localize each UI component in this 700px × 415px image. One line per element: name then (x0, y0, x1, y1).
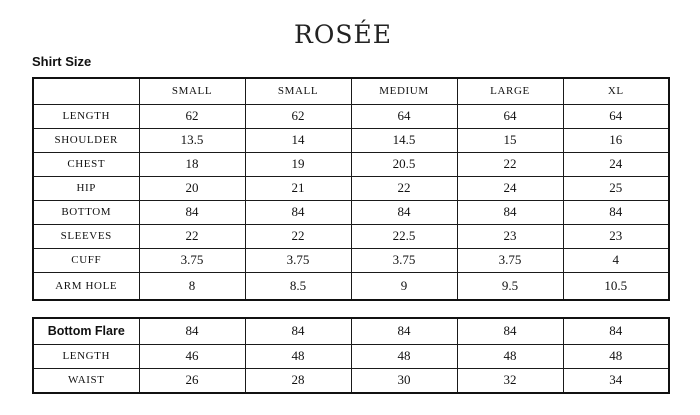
measurement-value: 84 (139, 318, 245, 344)
size-header-cell: XL (563, 78, 669, 104)
measurement-label: CUFF (33, 248, 139, 272)
measurement-value: 84 (457, 318, 563, 344)
measurement-value: 32 (457, 368, 563, 393)
measurement-value: 84 (139, 200, 245, 224)
measurement-value: 13.5 (139, 128, 245, 152)
measurement-label: SHOULDER (33, 128, 139, 152)
measurement-value: 46 (139, 344, 245, 368)
measurement-value: 84 (457, 200, 563, 224)
brand-logo: ROSÉE (294, 20, 392, 49)
measurement-value: 23 (563, 224, 669, 248)
measurement-value: 19 (245, 152, 351, 176)
section-title: Shirt Size (32, 54, 92, 69)
header-corner-cell (33, 78, 139, 104)
measurement-value: 20 (139, 176, 245, 200)
measurement-value: 3.75 (139, 248, 245, 272)
measurement-value: 8.5 (245, 272, 351, 300)
table-row (33, 344, 669, 368)
measurement-value: 24 (563, 152, 669, 176)
size-header-cell: MEDIUM (351, 78, 457, 104)
measurement-value: 64 (563, 104, 669, 128)
measurement-label: BOTTOM (33, 200, 139, 224)
measurement-value: 64 (457, 104, 563, 128)
measurement-value: 62 (139, 104, 245, 128)
measurement-value: 16 (563, 128, 669, 152)
measurement-value: 8 (139, 272, 245, 300)
size-header-cell: SMALL (245, 78, 351, 104)
measurement-label: WAIST (33, 368, 139, 393)
table-row (33, 152, 669, 176)
measurement-value: 48 (563, 344, 669, 368)
measurement-value: 26 (139, 368, 245, 393)
table-row (33, 128, 669, 152)
measurement-label: LENGTH (33, 104, 139, 128)
measurement-label: HIP (33, 176, 139, 200)
measurement-value: 84 (351, 200, 457, 224)
measurement-value: 84 (563, 318, 669, 344)
measurement-label: LENGTH (33, 344, 139, 368)
measurement-value: 48 (457, 344, 563, 368)
measurement-value: 84 (563, 200, 669, 224)
measurement-value: 22 (351, 176, 457, 200)
table-row (33, 318, 669, 344)
measurement-value: 22 (245, 224, 351, 248)
measurement-value: 84 (351, 318, 457, 344)
measurement-value: 28 (245, 368, 351, 393)
table-row (33, 104, 669, 128)
measurement-value: 84 (245, 318, 351, 344)
bottom-flare-table (32, 317, 670, 394)
size-header-cell: LARGE (457, 78, 563, 104)
shirt-size-table (32, 77, 670, 301)
measurement-value: 48 (245, 344, 351, 368)
table-header-row (33, 78, 669, 104)
measurement-value: 14.5 (351, 128, 457, 152)
measurement-value: 62 (245, 104, 351, 128)
measurement-value: 14 (245, 128, 351, 152)
measurement-value: 30 (351, 368, 457, 393)
measurement-value: 3.75 (351, 248, 457, 272)
measurement-value: 9.5 (457, 272, 563, 300)
measurement-value: 23 (457, 224, 563, 248)
measurement-label: CHEST (33, 152, 139, 176)
measurement-value: 15 (457, 128, 563, 152)
table-row (33, 176, 669, 200)
measurement-value: 22 (139, 224, 245, 248)
measurement-value: 4 (563, 248, 669, 272)
table-row (33, 248, 669, 272)
measurement-value: 18 (139, 152, 245, 176)
table-row (33, 272, 669, 300)
measurement-value: 25 (563, 176, 669, 200)
measurement-value: 24 (457, 176, 563, 200)
measurement-value: 22 (457, 152, 563, 176)
measurement-value: 3.75 (245, 248, 351, 272)
measurement-label: Bottom Flare (33, 318, 139, 344)
table-row (33, 368, 669, 393)
size-header-cell: SMALL (139, 78, 245, 104)
measurement-value: 22.5 (351, 224, 457, 248)
measurement-value: 3.75 (457, 248, 563, 272)
measurement-label: SLEEVES (33, 224, 139, 248)
measurement-value: 84 (245, 200, 351, 224)
measurement-label: ARM HOLE (33, 272, 139, 300)
table-row (33, 200, 669, 224)
measurement-value: 10.5 (563, 272, 669, 300)
table-row (33, 224, 669, 248)
measurement-value: 34 (563, 368, 669, 393)
measurement-value: 64 (351, 104, 457, 128)
measurement-value: 9 (351, 272, 457, 300)
measurement-value: 20.5 (351, 152, 457, 176)
measurement-value: 48 (351, 344, 457, 368)
measurement-value: 21 (245, 176, 351, 200)
